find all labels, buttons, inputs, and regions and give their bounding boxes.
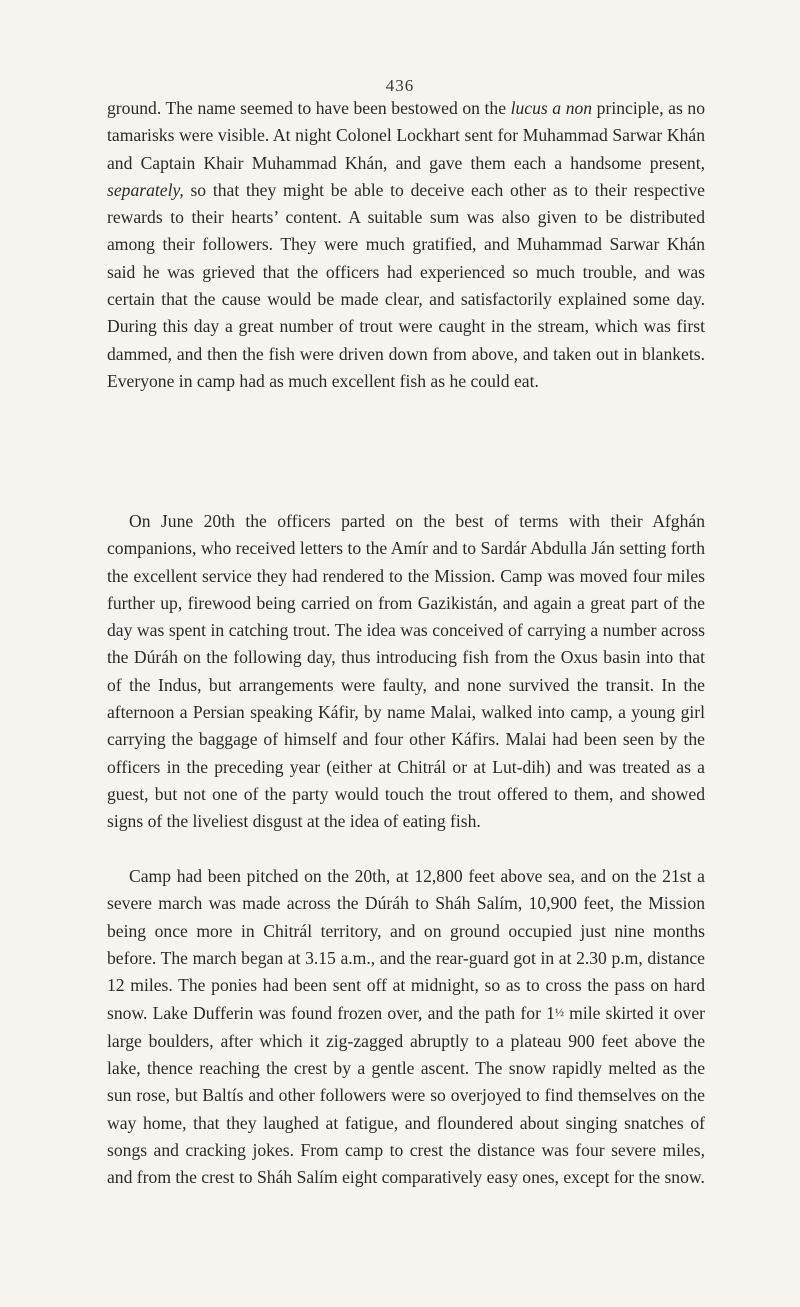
paragraph-text bbox=[107, 95, 705, 395]
italic-phrase: separately, bbox=[107, 179, 184, 200]
fraction: ½ bbox=[554, 1005, 564, 1020]
page-number: 436 bbox=[385, 76, 415, 95]
paragraph-2 bbox=[107, 508, 705, 836]
text-segment: ground. The name seemed to have been bestowed on the bbox=[107, 98, 511, 118]
paragraph-text bbox=[107, 508, 705, 836]
italic-phrase: lucus a non bbox=[510, 98, 593, 118]
text-segment: so that they might be able to deceive each other as to their respective rewards to their hearts’ content. A suitable sum was also given to be distributed among their followers. They were much gratified, and Muhammad Sarwar Khán said he was grieved that the officers had experienced so much trouble, and was certain that the cause would be made clear, and satisfactorily explained some day. During this day a great number of trout were caught in the stream, which was first dammed, and then the fish were driven down from above, and taken out in blankets. Everyone in camp had as much excellent fish as he could eat. bbox=[107, 179, 705, 391]
paragraph-1 bbox=[107, 95, 705, 395]
text-segment: On June 20th the officers parted on the best of terms with their Afghán companions, who received letters to the Amír and to Sardár Abdulla Ján setting forth the excellent service they had rendered to the Mission. Camp was moved four miles further up, firewood being carried on from Gazikistán, and again a great part of the day was spent in catching trout. The idea was conceived of carrying a number across the Dúráh on the following day, thus introducing fish from the Oxus basin into that of the Indus, but arrangements were faulty, and none survived the transit. In the afternoon a Persian speaking Káfir, by name Malai, walked into camp, a young girl carrying the baggage of himself and four other Káfirs. Malai had been seen by the officers in the preceding year (either at Chitrál or at Lut-dih) and was treated as a guest, but not one of the party would touch the trout offered to them, and showed signs of the liveliest disgust at the idea of eating fish. bbox=[107, 511, 705, 832]
paragraph-text bbox=[107, 863, 705, 1192]
text-segment: principle, as no tamarisks were visible. At night Colonel Lockhart sent for Muhammad Sarwar Khán and Captain Khair Muhammad Khán, and gave them each a handsome present, bbox=[107, 98, 706, 173]
text-segment: Camp had been pitched on the 20th, at 12,800 feet above sea, and on the 21st a severe march was made across the Dúráh to Sháh Salím, 10,900 feet, the Mission being once more in Chitrál territory, and on ground occupied just nine months before. The march began at 3.15 a.m., and the rear-guard got in at 2.30 p.m, distance 12 miles. The ponies had been sent off at midnight, so as to cross the pass on hard snow. Lake Dufferin was found frozen over, and the path for 1 bbox=[107, 866, 705, 1024]
text-segment: mile skirted it over large boulders, after which it zig-zagged abruptly to a plateau 900 feet above the lake, thence reaching the crest by a gentle ascent. The snow rapidly melted as the sun rose, but Baltís and other followers were so overjoyed to find themselves on the way home, that they laughed at fatigue, and floundered about singing snatches of songs and cracking jokes. From camp to crest the distance was four severe miles, and from the crest to Sháh Salím eight comparatively easy ones, except for the snow. bbox=[107, 1003, 705, 1188]
paragraph-3 bbox=[107, 863, 705, 1192]
